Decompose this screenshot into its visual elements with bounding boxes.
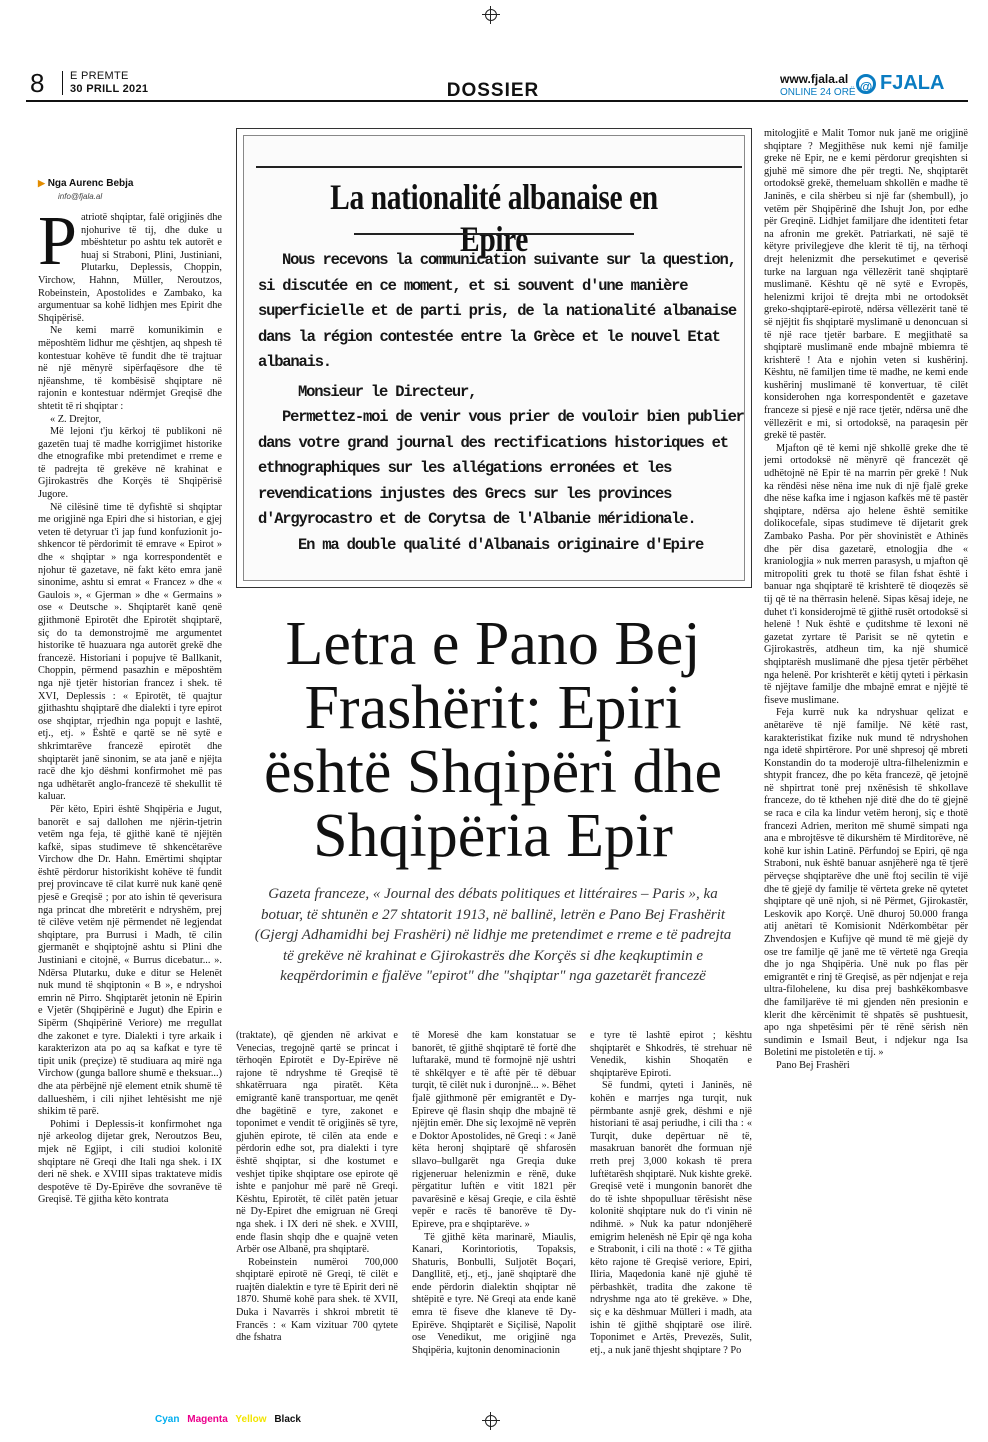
color-cyan: Cyan: [155, 1414, 180, 1425]
paragraph: Robeinstein numëroi 700,000 shqiptarë epirotë në Greqi, të cilët e ruajtën dialektin e tyre të Epirit deri në 1870. Shumë kohë para shek. të XVII, Duka i Navarrës i shkroi mbretit të Francës : « Kam vizituar 700 qytete dhe fshatra: [236, 1256, 398, 1344]
header-divider: [62, 71, 63, 95]
paragraph: Ne kemi marrë komunikimin e mëposhtëm lidhur me çështjen, aq shpesh të kontestuar kohëve të fundit dhe të trajtuar në një mënyrë sipërfaqësore dhe të njëanshme, të kombësisë shqiptare në rajonin e kontestuar ndërmjet Greqisë dhe shtetit të ri shqiptar :: [38, 325, 222, 412]
paragraph: Për këto, Epiri është Shqipëria e Jugut, banorët e saj dallohen me njërin-tjetrin vetëm nga feja, të gjithë kanë të njëjtën kafkë, sipas studimeve të shkencëtarëve Virchow dhe Dr. Hahn. Emërtimi shqiptar është përdorur historikisht kohëve të fundit prej provincave të cilat kurrë nuk kanë qenë pjesë e Greqisë ; por ato ishin të qeverisura nga princat dhe mbretërit e ndryshëm, prej të cilëve vetëm një përmendet në legjendat shqiptare, pra Burrusi i Madh, të cilin gjermanët e shqiptojnë ashtu si Plini dhe Justiniani e citojnë, « Burrus dicebatur... ». Ndërsa Plutarku, duke e ditur se Helenët nuk mund të shqiptonin « B », e ndryshoi emrin në Pirro. Shqiptarët jetonin në Epirin e Vjetër (Shqipërinë e Jugut) dhe Epirin e Sipërm (Shqipërinë Veriore) me rregullat dhe zakonet e tyre. Dialekti i tyre arkaik i karakterizon ata po aq sa kafkat e tyre të tipit unik (preçize) të studiuara aq mirë nga Virchow (gunga ballore shumë e theksuar...) dhe ata përbëjnë një element etnik shumë të dallueshëm, i cili njihet lehtësisht me një shikim të parë.: [38, 803, 222, 1118]
site-url[interactable]: www.fjala.al: [780, 72, 849, 86]
issue-date-text: 30 PRILL 2021: [70, 83, 149, 95]
author-name: Nga Aurenc Bebja: [47, 178, 134, 189]
online-tagline: ONLINE 24 ORË: [780, 87, 856, 98]
article-column-5: [764, 128, 968, 1384]
header-rule: [26, 100, 968, 102]
article-column-2: [236, 1030, 398, 1408]
page-number: 8: [30, 68, 45, 98]
clipping-salutation: Monsieur le Directeur,: [298, 382, 477, 401]
color-black: Black: [274, 1414, 301, 1425]
paragraph: Së fundmi, qyteti i Janinës, në kohën e marrjes nga turqit, nuk përmbante asnjë grek, dëshmi e një historiani të asaj periudhe, i cili tha : « Turqit, duke depërtuar në të, masakruan banorët dhe formuan një rreth prej 3,000 kokash të prera luftëtarësh shqiptarë. Nuk kishte grekë. Greqisë vetë i mungonin banorët dhe do të ishte shpopulluar tërësisht nëse kolonitë shqiptare nuk do t'i vinin në ndihmë. » Nuk ka patur ndonjëherë emigrim helenësh në Epir që nga koha e Strabonit, i cili na thotë : « Të gjitha këto rajone të Greqisë veriore, Epiri, Iliria, Maqedonia kanë një gjuhë të përbashkët, tradita dhe zakone të ndryshme nga ato të grekëve. » Dhe, siç e ka dëshmuar Mülleri i madh, ata ishin të gjithë shqiptarë ose ilirë. Toponimet e Artës, Prevezës, Sulit, etj., a nuk janë thjesht shqiptare ? Po: [590, 1080, 752, 1356]
headline: Letra e Pano Bej Frashërit: Epiri është Shqipëri dhe Shqipëria Epir: [263, 610, 722, 870]
color-yellow: Yellow: [235, 1414, 267, 1425]
byline: [38, 178, 133, 189]
paragraph: Në cilësinë time të dyfishtë si shqiptar me origjinë nga Epiri dhe si historian, e gjej veten të detyruar t'i jap fund konfuzionit jo-shkencor të përdorimit të emrave « Epirot » dhe « shqiptar » nga korrespondentët e njohur të gazetave, në fakt këto emra janë sinonime, ashtu si emrat « Francez » dhe « Gaulois », « Gjerman » dhe « Germains » ose « Deutsche ». Shqiptarët kanë qenë gjithmonë Epirotët dhe Epirotët shqiptarë, siç do ta demonstrojmë me argumentet historike të huazuara nga autorët grekë dhe francezë. Historiani i popujve të Ballkanit, Choppin, përmend pasazhin e mëposhtëm nga një tjetër historian francez i shek. të XVI, Deplessis : « Epirotët, të quajtur gjithashtu shqiptarë dhe dialekti i tyre epirot ose shqiptar, rrjedhin nga popujt e lashtë, etj., etj. » Është e qartë se në sytë e shkrimtarëve francezë epirotët dhe shqiptarët janë sinonim, se ata janë e njëjta racë dhe kjo dëshmi konfirmohet më pas nga udhëtarët anglo-francezë të shekullit të kaluar.: [38, 501, 222, 803]
paragraph: Feja kurrë nuk ka ndryshuar qelizat e anëtarëve të një familje. Në këtë rast, karakteristikat fizike nuk mund të ndryshohen nga idetë shpirtërore. Por unë shpresoj që mbreti Konstandin do ta moderojë ultra-filhelenizmin e shtypit francez, dhe po këta francezë, që jetojnë në shpirtrat tonë prej nxënësish të shkollave franceze, do të kthehen një ditë dhe do të gjejnë se raca e cila ka lindur vetëm heronj, siç e thotë francezi Adrien, meriton më shumë simpati nga ana e mbrojtësve të dikurshëm të Mirditorëve, në kohë kur ishin Latinë. Përfundoj se Epiri, që nga Straboni, nuk është banuar asnjëherë nga të tjerë përveçse shqiptarëve dhe unë ftoj secilin të vijë dhe të gjejë dy familje të vërteta greke në qytetet shqiptare që unë njoh, si në Përmet, Gjirokastër, Leskovik apo Korçë. Unë dhuroj 50.000 franga atij anëtari të Komisionit Ndërkombëtar për Zhvendosjen e Kufijve që mund të më gjejë dy ose tre familje që janë me të vërtetë nga Greqia dhe jo nga Shqipëria. Unë nuk po flas për emigrantët e rinj të Greqisë, as për ndjenjat e reja ultra-filohelene, ku disa prej bashkëkombasve dhe familjarëve të mi gjenden nën presionin e klerit dhe kërcënimit të shpatës së pushtuesit, apo nga shpetësimi për të rënë sërish nën sundimin e Ismail Beut, i ndjekur nga Isa Boletini me pistoletën e tij. »: [764, 707, 968, 1059]
deck: Gazeta franceze, « Journal des débats politiques et littéraires – Paris », ka botuar, të shtunën e 27 shtatorit 1913, në ballinë, letrën e Pano Bej Frashërit (Gjergj Adhamidhi bej Frashëri) në lidhje me pretendimet e rreme e të padrejta të grekëve në krahinat e Gjirokastrës dhe Korçës si dhe keqkuptimin e keqpërdorimin e fjalëve "epirot" dhe "shqiptar" nga gazetarët francezë: [254, 886, 732, 984]
section-title: DOSSIER: [446, 80, 540, 101]
paragraph: Të gjithë këta marinarë, Miaulis, Kanari, Korintoriotis, Topaksis, Shaturis, Bonbulli, Suljotët Boçari, Dangllitë, etj., etj., janë shqiptarë dhe ende përdorin dialektin shqiptar në shtëpitë e tyre. Në Greqi ata ende kanë emra të fiseve dhe klaneve të Dy-Epirëve. Shqiptarët e Siçilisë, Napolit ose Venedikut, me origjinë nga Shqipëria, kujtonin denominacionin: [412, 1231, 576, 1356]
paragraph: mitologjitë e Malit Tomor nuk janë me origjinë shqiptare ? Megjithëse nuk kemi një familje greke në Epir, ne e kemi përdorur greqishten si gjuhë më simore dhe për tregti. Ne, shqiptarët ortodoksë grekë, themeluam shkollën e madhe të Janinës, e cila shërbeu si një far (shembull), jo vetëm për Shqipërinë dhe Ishujt Jon, por edhe për Greqinë. Lidhjet familjare dhe identiteti fetar na afronin me grekët. Patriarkati, në sajë të këtyre privilegjeve dhe klerit të tij, na tërhoqi drejt helenizmit dhe persekutimet e qeverisë turke na larguan nga vëllezërit tanë shqiptarë muslimanë. Kështu që në sytë e Evropës, helenizmi krijoi të drejta mbi ne ortodoksët greko-shqiptarë-epirotë, ndërsa vëllezërit tanë të së njëjtit fis shqiptarë myslimanë u denoncuan si të një race tjetër barbare. E megjithatë sa shqiptarë muslimanë ende mbajnë mbiemra të krishterë ! Ata e njohin veten si kushërinj. Kështu, në familjen time të madhe, ne kemi ende kushërinj muslimanë të konvertuar, të cilët konsiderohen nga korrespondentët e gazetave franceze si pjesë e një race tjetër, ndërsa unë dhe vëllezërit e mi, si ortodoksë, na paraqesin për grekë të pastër.: [764, 128, 968, 442]
paragraph: e tyre të lashtë epirot ; kështu shqiptarët e Shkodrës, të strehuar në Venedik, kishin Shoqatën e shqiptarëve Epiroti.: [590, 1030, 752, 1079]
paragraph: Patriotë shqiptar, falë origjinës dhe njohurive të tij, dhe duke u mbështetur po ashtu tek autorët e huaj si Straboni, Plini, Justiniani, Plutarku, Deplessis, Choppin, Virchow, Hahnn, Müller, Neroutzos, Robeinstein, Apostolides e Zambako, ka argumentuar sa kohë lidhjen mes Epirit dhe Shqipërisë.: [38, 212, 222, 324]
article-column-3: [412, 1030, 576, 1408]
signature: Pano Bej Frashëri: [776, 1059, 850, 1071]
article-column-1: [38, 212, 222, 1408]
paragraph: Më lejoni t'ju kërkoj të publikoni në gazetën tuaj të madhe korrigjimet historike dhe etnografike mbi pretendimet e rreme e të padrejta të grekëve në krahinat e Gjirokastrës dhe Korçës të Shqipërisë Jugore.: [38, 426, 222, 501]
paragraph: Pohimi i Deplessis-it konfirmohet nga një arkeolog dijetar grek, Neroutzos Beu, mjek në Egjipt, i cili studioi kolonitë shqiptare në Greqi dhe Itali nga shek. i IX deri në shek. e XVIII sipas traktateve midis despotëve të Dy-Epirëve dhe sovranëve të Greqisë. Të gjitha këto kontrata: [38, 1118, 222, 1206]
color-registration-bar: [155, 1414, 306, 1425]
author-email: info@fjala.al: [58, 192, 103, 201]
logo-at-icon: @: [856, 74, 876, 94]
clipping-scan: [243, 135, 745, 581]
clipping-title: La nationalité albanaise en Epire: [330, 177, 658, 259]
paragraph: (traktate), që gjenden në arkivat e Venecias, tregojnë qartë se princat i tërhoqën Epirotët e Dy-Epirëve në rajone të ndryshme të Greqisë të shkatërruara nga piratët. Këta emigrantë kanë transportuar, me qenët dhe bagëtinë e tyre, zakonet e toponimet e vendit të origjinës së tyre, gjuhën epirote, të cilën ata ende e përdorin edhe sot, pra dialekti i tyre është shqiptar, si dhe kostumet e veshjet tipike shqiptare ose epirote që ishte e panjohur më parë në Greqi. Kështu, Epirotët, të cilët patën jetuar në Dy-Epiret dhe emigruan në Greqi nga shek. i IX deri në shek. e XVIII, ende flasin shqip dhe e quajnë veten Arbër ose Albanë, pra shqiptarë.: [236, 1030, 398, 1256]
clipping-closing: En ma double qualité d'Albanais originaire d'Epire: [298, 535, 704, 554]
issue-day: E PREMTE: [70, 70, 129, 82]
registration-mark-icon: [482, 1412, 500, 1430]
color-magenta: Magenta: [187, 1414, 228, 1425]
fjala-logo: [856, 72, 966, 98]
clipping-top-rule: [256, 166, 742, 168]
clipping-intro: Nous recevons la communication suivante sur la question, si discutée en ce moment, et si souvent d'une manière superficielle et de parti pris, de la nationalité albanaise dans la région contestée entre la Grèce et le nouvel Etat albanais.: [258, 251, 736, 371]
clipping-body: [258, 248, 752, 558]
paragraph: të Moresë dhe kam konstatuar se banorët, të gjithë shqiptarë të fortë dhe luftarakë, mund të formojnë një ushtri të shkëlqyer e të aftë për të dëbuar turqit, të cilët nuk i duronjnë... ». Bëhet fjalë gjithmonë për emigrantët e Dy-Epireve që flasin shqip dhe mbajnë të njëjtin emër. Dhe siç lexojmë në veprën e Doktor Apostolides, në Greqi : « Janë këta heronj shqiptarë që shfarosën sllavo–bullgarët nga Greqia duke rigjeneruar helenizmin e rënë, duke përgatitur luftën e vitit 1821 për pavarësinë e kësaj Greqie, e cila është vepër e racës të banorëve të Dy-Epireve, pra e shqiptarëve. »: [412, 1030, 576, 1230]
site-url-block[interactable]: [780, 73, 856, 99]
issue-date: [70, 70, 148, 96]
article-column-4: [590, 1030, 752, 1408]
paragraph: Mjafton që të kemi një shkollë greke dhe të jemi ortodoksë në mënyrë që francezët që udhëtojnë në Epir të na marrin për grekë ! Nuk ka rëndësi nëse nëna ime nuk di një fjalë greke dhe nëse kafka ime i ngjason kafkës më të pastër shqiptare, ndërsa ajo helene është semitike dolikocefale, sipas studimeve të dijetarit grek Zambako Pasha. Por për shovinistët e Athinës dhe për disa gazetarë, etnologjia dhe « kraniologjia » nuk merren parasysh, u mjafton që mitropoliti grek tu thotë se filan fshat është i banuar nga shqiptarë të krishterë të dioqezës së tij që të na thërrasin helenë. Sipas kësaj ideje, ne duhet t'i konsiderojmë të gjithë rusët ortodoksë si helenë ! Nuk është e çuditshme të lexoni në gazetat zyrtare të Parisit se në qytetin e Gjirokastrës, atdheun tim, ka një shumicë shqiptarësh muslimanë dhe pjesa tjetër përbëhet nga helenë. Por krishterët e këtij qyteti i përkasin të njëjtave familje dhe mbajnë emrat e njëjtë të fiseve muslimane.: [764, 442, 968, 706]
registration-mark-icon: [482, 6, 500, 24]
clipping-letter: Permettez-moi de venir vous prier de vouloir bien publier dans votre grand journal des rectifications historiques et ethnographiques sur les allégations erronées et les revendications injustes des Grecs sur les provinces d'Argyrocastro et de Corytsa de l'Albanie méridionale.: [258, 408, 744, 528]
newspaper-clipping: [236, 128, 752, 588]
byline-triangle-icon: ▶: [38, 178, 45, 188]
clipping-title-rule: [354, 233, 634, 235]
drop-cap: P: [38, 212, 77, 280]
paragraph: « Z. Drejtor,: [50, 413, 102, 425]
logo-text: FJALA: [880, 72, 945, 94]
